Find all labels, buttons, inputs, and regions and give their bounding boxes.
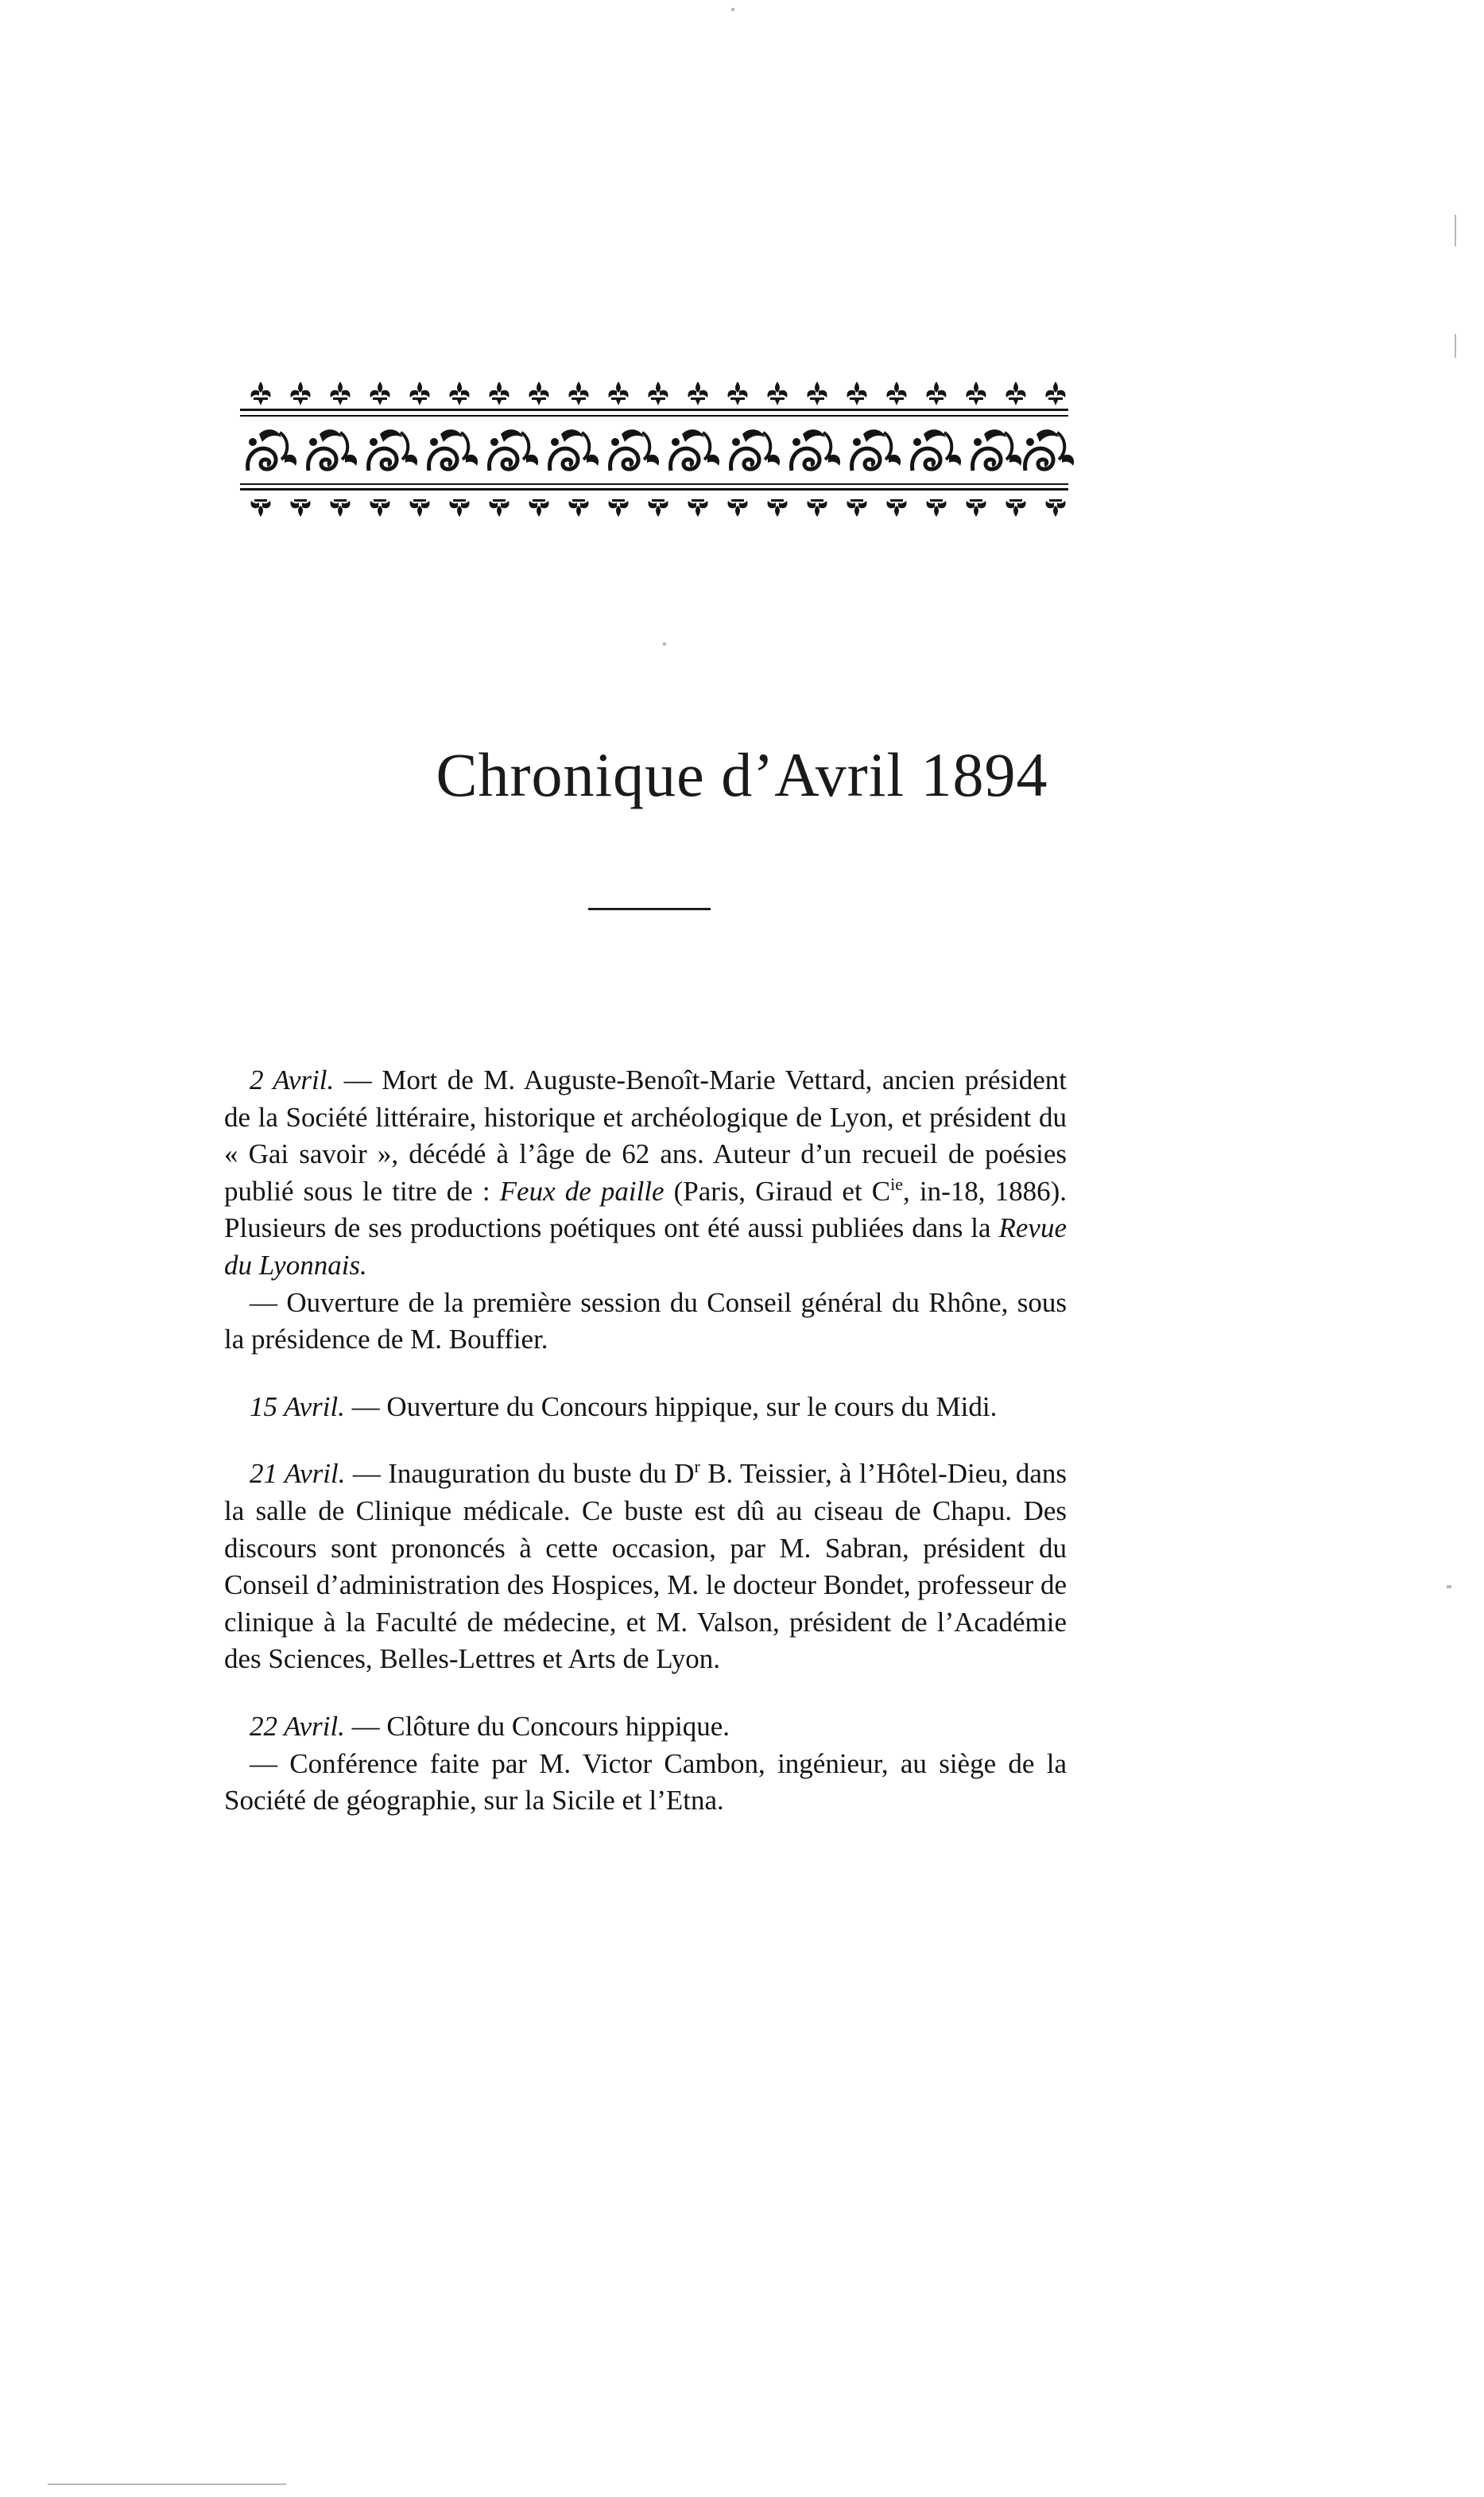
work-title: Feux de paille [499, 1175, 665, 1207]
title-divider [588, 908, 711, 910]
entry-paragraph: — Conférence faite par M. Victor Cambon, ingénieur, au siège de la Société de géographie, sur la Sicile et l’Etna. [224, 1747, 1067, 1817]
entry-paragraph [224, 1062, 1067, 1285]
scan-speck [1455, 334, 1456, 358]
entry-text: — Clôture du Concours hippique. [344, 1710, 730, 1742]
scan-speck [731, 8, 734, 11]
chronicle-entry [224, 1389, 1067, 1426]
chronicle-body [224, 1062, 1067, 1850]
page-title: Chronique d’Avril 1894 [436, 740, 1048, 809]
entry-date: 2 Avril. [250, 1064, 335, 1095]
chronicle-entry [224, 1062, 1067, 1359]
entry-text: — Ouverture du Concours hippique, sur le cours du Midi. [344, 1390, 998, 1422]
entry-date: 15 Avril. [250, 1390, 345, 1422]
entry-text: — Mort de M. Auguste-Benoît-Marie Vettard, ancien président de la Société littéraire, historique et archéologique de Lyon, et président du « Gai savoir », décédé à l’âge de 62 ans. Auteur d’un recueil de poésies publié sous le titre de : [224, 1064, 1067, 1207]
scan-speck [1447, 1585, 1451, 1588]
entry-text: (Paris, Giraud et C [664, 1175, 891, 1207]
ornamental-header-band [232, 372, 1076, 539]
chronicle-entry [224, 1456, 1067, 1678]
top-fleuron-row [250, 382, 1065, 405]
bottom-fleuron-row [250, 499, 1065, 517]
superscript: r [694, 1456, 700, 1477]
entry-paragraph [224, 1456, 1067, 1678]
entry-text: , in-18, 1886). Plusieurs de ses productions poétiques ont été aussi publiées dans la [224, 1175, 1067, 1244]
entry-text: — Inauguration du buste du D [345, 1458, 695, 1490]
journal-title: Revue du Lyonnais. [224, 1212, 1067, 1281]
entry-paragraph [224, 1708, 1067, 1746]
superscript: ie [890, 1173, 904, 1194]
entry-date: 21 Avril. [250, 1458, 346, 1490]
entry-paragraph [224, 1389, 1067, 1426]
entry-text: B. Teissier, à l’Hôtel-Dieu, dans la salle de Clinique médicale. Ce buste est dû au ciseau de Chapu. Des discours sont prononcés à cette occasion, par M. Sabran, président du Conseil d’administration des Hospices, M. le docteur Bondet, professeur de clinique à la Faculté de médecine, et M. Valson, président de l’Académie des Sciences, Belles-Lettres et Arts de Lyon. [224, 1458, 1067, 1675]
entry-date: 22 Avril. [250, 1710, 345, 1742]
scan-speck [48, 2483, 286, 2485]
scan-speck [663, 642, 666, 646]
chronicle-entry [224, 1708, 1067, 1820]
entry-paragraph: — Ouverture de la première session du Conseil général du Rhône, sous la présidence de M. Bouffier. [224, 1286, 1067, 1355]
scroll-frieze [248, 429, 1075, 471]
scan-speck [1455, 215, 1456, 246]
